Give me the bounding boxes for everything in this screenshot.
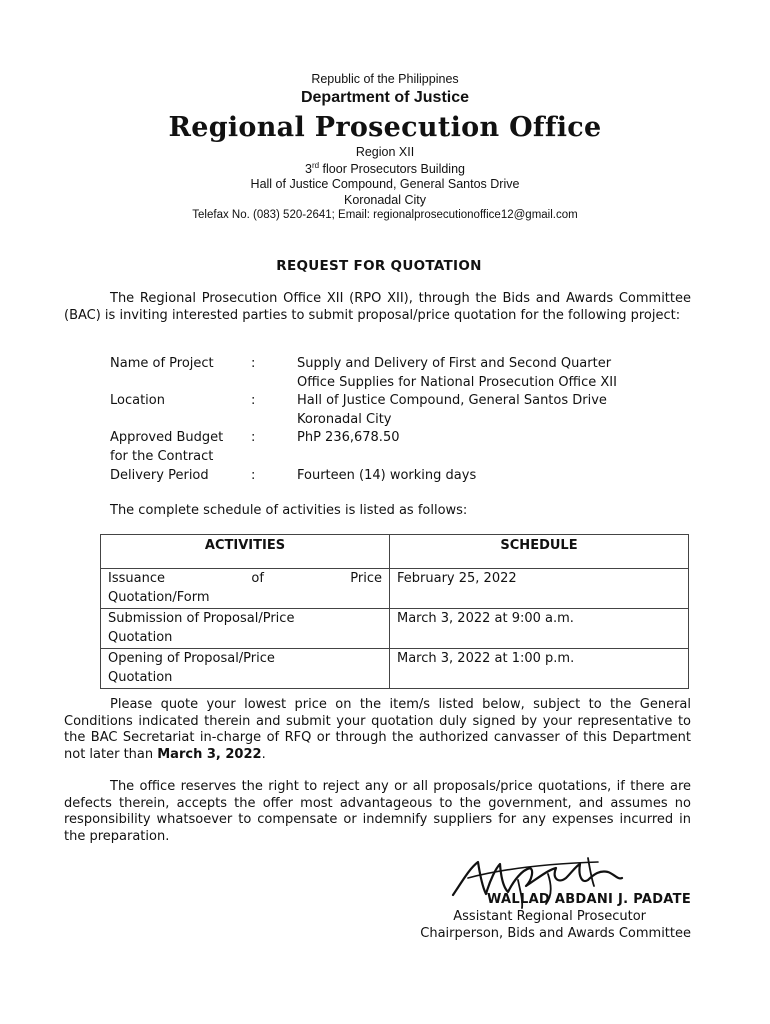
city-line: Koronadal City xyxy=(344,193,426,207)
activity-cell xyxy=(101,609,390,649)
intro-paragraph xyxy=(64,291,691,324)
date-cell: March 3, 2022 at 1:00 p.m. xyxy=(390,649,689,689)
floor-text: floor Prosecutors Building xyxy=(319,162,465,177)
activity-line-1: Opening of Proposal/Price xyxy=(108,651,275,666)
quote-deadline: March 3, 2022 xyxy=(157,746,262,762)
project-name-value-1: Supply and Delivery of First and Second Quarter xyxy=(297,356,612,371)
budget-value: PhP 236,678.50 xyxy=(297,430,400,445)
schedule-table xyxy=(100,534,689,689)
budget-label-1: Approved Budget xyxy=(110,430,224,445)
republic-line: Republic of the Philippines xyxy=(311,72,459,86)
table-row xyxy=(101,649,689,689)
table-row xyxy=(101,569,689,609)
floor-suffix: rd xyxy=(311,161,320,170)
schedule-header-row xyxy=(101,535,689,569)
activity-line-1: Submission of Proposal/Price xyxy=(108,611,295,626)
floor-number: 3 xyxy=(305,162,312,177)
activity-cell xyxy=(101,649,390,689)
document-title: REQUEST FOR QUOTATION xyxy=(276,258,482,274)
reserve-paragraph xyxy=(64,779,691,845)
contact-line: Telefax No. (083) 520-2641; Email: regionalprosecutionoffice12@gmail.com xyxy=(192,209,578,221)
date-cell: February 25, 2022 xyxy=(390,569,689,609)
reserve-text: The office reserves the right to reject any or all proposals/price quotations, if there are defects therein, accepts the offer most advantageous to the government, and assumes no responsibility whatsoever to compensate or indemnify suppliers for any expenses incurred in the preparation. xyxy=(64,779,691,844)
quote-paragraph xyxy=(64,697,691,763)
budget-label-2: for the Contract xyxy=(110,448,214,464)
activity-line-1: Issuance of Price xyxy=(108,571,382,586)
colon: : xyxy=(251,393,256,408)
schedule-header: SCHEDULE xyxy=(390,535,689,569)
activity-line-2: Quotation xyxy=(108,629,173,645)
quote-end: . xyxy=(261,746,266,762)
project-name-value-2: Office Supplies for National Prosecution Office XII xyxy=(297,374,617,390)
location-value-2: Koronadal City xyxy=(297,411,392,427)
colon: : xyxy=(251,467,256,483)
signatory-position: Assistant Regional Prosecutor xyxy=(453,909,646,924)
schedule-lead: The complete schedule of activities is listed as follows: xyxy=(110,503,468,518)
region-line: Region XII xyxy=(355,145,415,159)
table-row xyxy=(101,609,689,649)
location-label: Location xyxy=(110,393,165,408)
building-line xyxy=(0,161,770,176)
date-cell: March 3, 2022 at 9:00 a.m. xyxy=(390,609,689,649)
colon: : xyxy=(251,430,256,445)
office-name: Regional Prosecution Office xyxy=(168,112,602,143)
address-line: Hall of Justice Compound, General Santos Drive xyxy=(250,177,520,191)
project-name-label: Name of Project xyxy=(110,356,214,371)
activity-cell xyxy=(101,569,390,609)
signatory-committee: Chairperson, Bids and Awards Committee xyxy=(420,926,691,941)
intro-text: The Regional Prosecution Office XII (RPO XII), through the Bids and Awards Committee (BAC) is inviting interested parties to submit proposal/price quotation for the following project: xyxy=(64,291,691,323)
activities-header: ACTIVITIES xyxy=(101,535,390,569)
location-value-1: Hall of Justice Compound, General Santos Drive xyxy=(297,393,607,408)
signatory-name: WALLAD ABDANI J. PADATE xyxy=(486,892,691,907)
department-name: Department of Justice xyxy=(300,89,470,106)
delivery-value: Fourteen (14) working days xyxy=(297,467,477,483)
delivery-label: Delivery Period xyxy=(110,467,209,483)
activity-line-2: Quotation/Form xyxy=(108,589,210,605)
colon: : xyxy=(251,356,256,371)
activity-line-2: Quotation xyxy=(108,669,173,685)
quote-text: Please quote your lowest price on the item/s listed below, subject to the General Conditions indicated therein and submit your quotation duly signed by your representative to the BAC Secretariat in-charge of RFQ or through the authorized canvasser of this Department not later than xyxy=(64,697,691,762)
